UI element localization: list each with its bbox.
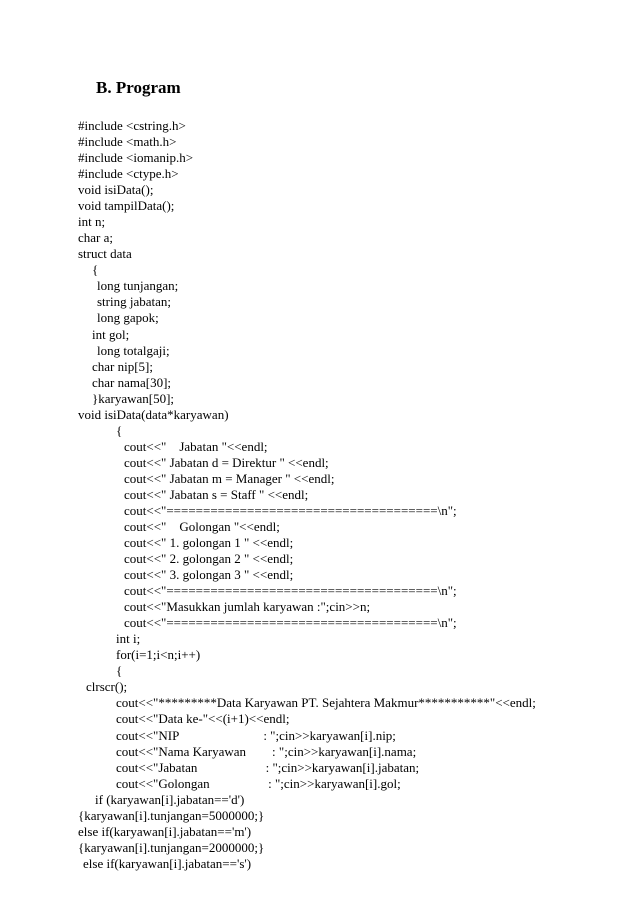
code-line: int i; <box>116 631 141 647</box>
code-line: void isiData(data*karyawan) <box>78 406 229 422</box>
code-line: long gapok; <box>97 310 159 326</box>
code-line: #include <ctype.h> <box>78 166 179 182</box>
code-line: if (karyawan[i].jabatan=='d') <box>95 791 245 807</box>
code-line: { <box>92 262 99 278</box>
code-line: #include <math.h> <box>78 134 177 150</box>
code-line: cout<<"=====================================\n"; <box>124 502 457 518</box>
code-line: else if(karyawan[i].jabatan=='s') <box>83 855 252 871</box>
code-line: long totalgaji; <box>97 342 170 358</box>
code-line: }karyawan[50]; <box>92 390 175 406</box>
code-line: void isiData(); <box>78 182 154 198</box>
code-line: cout<<" Golongan "<<endl; <box>124 519 280 534</box>
code-line: cout<<"*********Data Karyawan PT. Sejahtera Makmur***********"<<endl; <box>116 695 536 711</box>
code-line: struct data <box>78 246 132 262</box>
code-line: else if(karyawan[i].jabatan=='m') <box>78 823 252 839</box>
code-line: cout<<"Nama Karyawan : ";cin>>karyawan[i].nama; <box>116 743 417 759</box>
code-line: void tampilData(); <box>78 198 175 214</box>
code-line: string jabatan; <box>97 294 172 310</box>
code-line: int gol; <box>92 326 130 342</box>
code-line: char a; <box>78 230 114 246</box>
code-line: cout<<"Masukkan jumlah karyawan :";cin>>n; <box>124 599 371 615</box>
code-line: cout<<" Jabatan s = Staff " <<endl; <box>124 486 309 502</box>
code-line: cout<<"=====================================\n"; <box>124 615 457 631</box>
code-line: #include <iomanip.h> <box>78 150 194 166</box>
code-line: #include <cstring.h> <box>78 118 186 133</box>
code-line: cout<<"NIP : ";cin>>karyawan[i].nip; <box>116 727 396 743</box>
code-line: cout<<"Golongan : ";cin>>karyawan[i].gol; <box>116 775 401 791</box>
code-line: cout<<" Jabatan "<<endl; <box>124 438 268 454</box>
code-line: char nip[5]; <box>92 358 154 374</box>
code-line: cout<<" 1. golongan 1 " <<endl; <box>124 535 294 551</box>
code-line: clrscr(); <box>86 679 128 695</box>
code-line: cout<<"Data ke-"<<(i+1)<<endl; <box>116 711 290 727</box>
code-line: for(i=1;i<n;i++) <box>116 647 201 663</box>
code-line: cout<<" Jabatan d = Direktur " <<endl; <box>124 454 329 470</box>
code-line: cout<<" 2. golongan 2 " <<endl; <box>124 551 294 567</box>
code-line: cout<<" 3. golongan 3 " <<endl; <box>124 567 294 583</box>
code-line: {karyawan[i].tunjangan=5000000;} <box>78 807 265 823</box>
code-line: int n; <box>78 214 106 230</box>
code-line: { <box>116 422 123 438</box>
code-line: cout<<"=====================================\n"; <box>124 583 457 599</box>
code-line: { <box>116 663 123 679</box>
code-line: cout<<" Jabatan m = Manager " <<endl; <box>124 470 335 486</box>
code-line: cout<<"Jabatan : ";cin>>karyawan[i].jabatan; <box>116 759 420 775</box>
code-line: {karyawan[i].tunjangan=2000000;} <box>78 839 265 855</box>
code-line: long tunjangan; <box>97 278 179 294</box>
section-heading: B. Program <box>96 78 181 97</box>
code-line: char nama[30]; <box>92 374 172 390</box>
